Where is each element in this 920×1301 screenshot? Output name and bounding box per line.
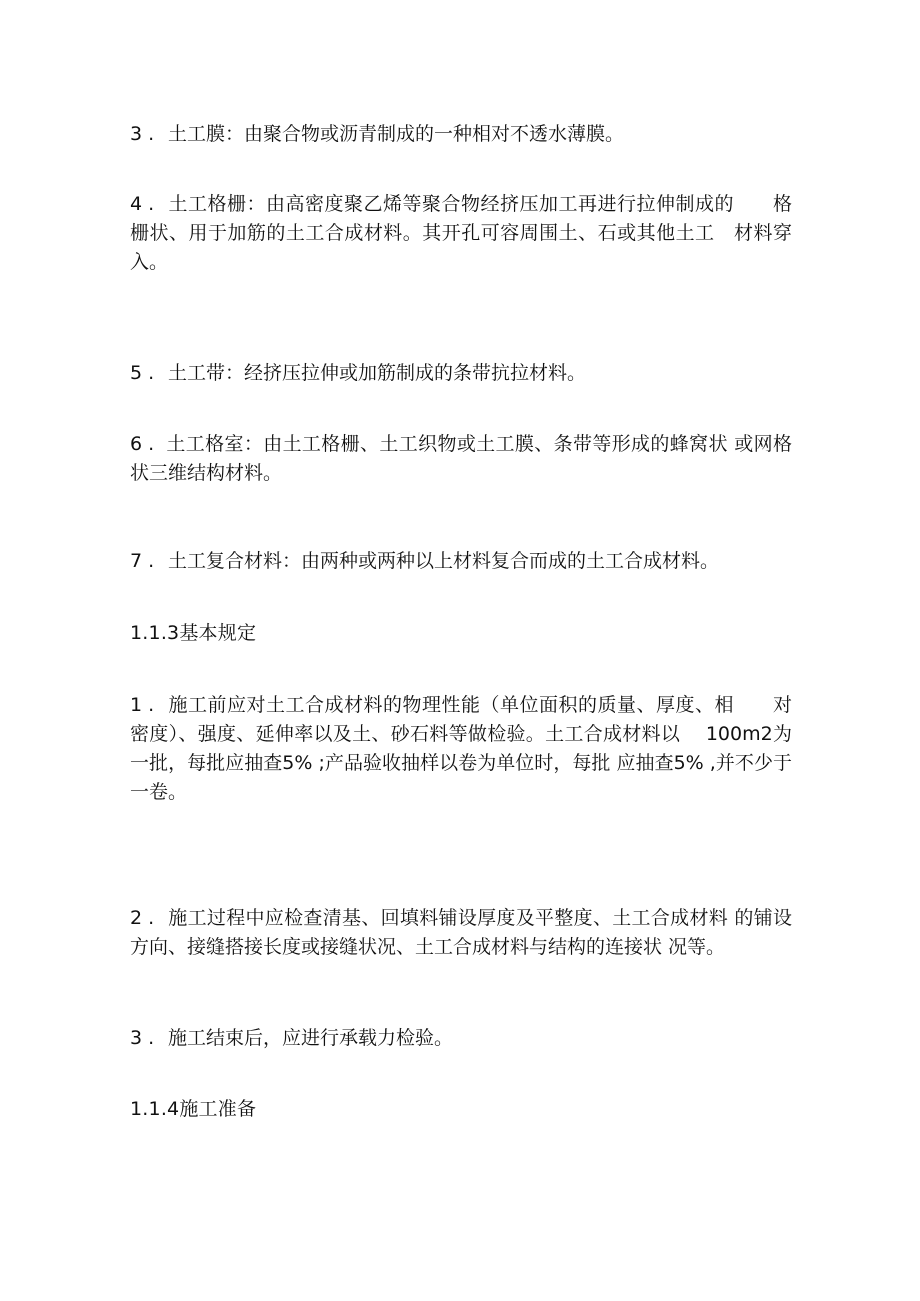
item-number: 3 . [130, 1027, 155, 1049]
paragraph-geostrip [130, 359, 792, 388]
paragraph-construction-check [130, 904, 792, 962]
paragraph-geomembrane [130, 120, 792, 149]
paragraph-text: 施工过程中应检查清基、回填料铺设厚度及平整度、土工合成材料 的铺设方向、接缝搭接长度或接缝状况、土工合成材料与结构的连接状 况等。 [130, 907, 792, 958]
item-number: 5 . [130, 362, 155, 384]
section-heading-basic-rules [130, 619, 792, 648]
paragraph-text: 土工复合材料：由两种或两种以上材料复合而成的土工合成材料。 [168, 550, 720, 572]
paragraph-text: 土工格室：由土工格栅、土工织物或土工膜、条带等形成的蜂窝状 或网格状三维结构材料。 [130, 433, 792, 484]
paragraph-bearing-capacity [130, 1024, 792, 1053]
paragraph-geocell [130, 430, 792, 488]
item-number: 4 . [130, 193, 155, 215]
paragraph-geocomposite [130, 547, 792, 576]
paragraph-pre-construction-check [130, 691, 792, 807]
paragraph-text: 土工格栅：由高密度聚乙烯等聚合物经挤压加工再进行拉伸制成的 格栅状、用于加筋的土工合成材料。其开孔可容周围土、石或其他土工 材料穿入。 [130, 193, 792, 273]
item-number: 6 . [130, 433, 155, 455]
paragraph-text: 施工前应对土工合成材料的物理性能（单位面积的质量、厚度、相 对密度）、强度、延伸率以及土、砂石料等做检验。土工合成材料以 100m2为一批，每批应抽查5% ;产品验收抽样以卷为单位时，每批 应抽查5% ,并不少于一卷。 [130, 694, 792, 803]
item-number: 2 . [130, 907, 155, 929]
item-number: 7 . [130, 550, 155, 572]
item-number: 1 . [130, 694, 155, 716]
heading-text: 1.1.4施工准备 [130, 1098, 257, 1120]
section-heading-construction-prep [130, 1095, 792, 1124]
paragraph-text: 土工膜：由聚合物或沥青制成的一种相对不透水薄膜。 [168, 123, 625, 145]
heading-text: 1.1.3基本规定 [130, 622, 257, 644]
item-number: 3 . [130, 123, 155, 145]
paragraph-text: 施工结束后，应进行承载力检验。 [168, 1027, 454, 1049]
paragraph-text: 土工带：经挤压拉伸或加筋制成的条带抗拉材料。 [168, 362, 587, 384]
paragraph-geogrid [130, 190, 792, 277]
